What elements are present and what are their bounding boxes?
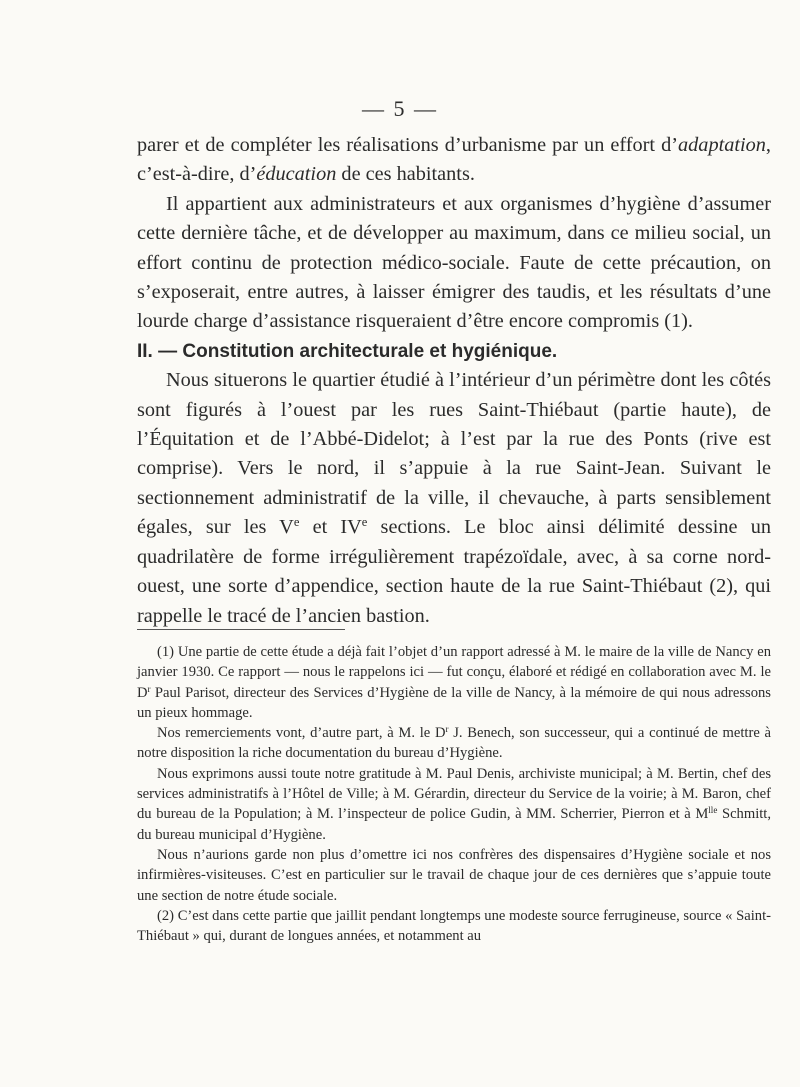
section-title: Constitution architecturale et hygiénique.	[182, 340, 558, 362]
text-fragment: Schmitt, du bureau municipal d’Hygiène.	[137, 806, 772, 843]
text-fragment: sections. Le bloc ainsi délimité dessine un quadrilatère de forme irrégulièrement trapézoïdale, avec, à sa corne nord-ouest, une sorte d’appendice, section haute de la rue Saint-Thiébaut (2), qui rappelle le tracé de l’ancien bastion.	[137, 516, 771, 627]
footnote-2: (2) C’est dans cette partie que jaillit pendant longtemps une modeste source ferrugineuse, source « Saint-Thiébaut » qui, durant de longues années, et notamment au	[137, 907, 771, 945]
superscript: r	[445, 724, 449, 735]
text-fragment: , c’est-à-dire, d’	[137, 134, 771, 186]
text-fragment: d’	[661, 134, 679, 156]
footnote-1	[137, 642, 771, 723]
text-fragment: J. Benech, son successeur, qui a continué de mettre à notre disposition la riche documentation du bureau d’Hygiène.	[137, 725, 771, 762]
superscript: lle	[708, 805, 718, 816]
italic-term-education: éducation	[256, 163, 337, 186]
section-heading	[137, 337, 771, 366]
text-fragment: Nos remerciements vont, d’autre part, à M. le D	[157, 725, 446, 742]
page-number: — 5 —	[362, 96, 438, 121]
main-text	[137, 131, 771, 631]
footnotes	[137, 642, 771, 946]
text-fragment: et IV	[299, 516, 362, 539]
footnote-1-gratitude	[137, 764, 771, 845]
footnote-separator	[137, 629, 345, 630]
text-fragment: Paul Parisot, directeur des Services d’Hygiène de la ville de Nancy, à la mémoire de qui nous adressons un pieux hommage.	[137, 684, 771, 721]
paragraph-hygiene: Il appartient aux administrateurs et aux organismes d’hygiène d’assumer cette dernière tâche, et de développer au maximum, dans ce milieu social, un effort continu de protection médico-sociale. Faute de cette précaution, on s’exposerait, entre autres, à laisser émigrer des taudis, et les résultats d’une lourde charge d’assistance risqueraient d’être encore compromis (1).	[137, 192, 771, 333]
footnote-1-thanks	[137, 723, 771, 764]
text-fragment: de ces habitants.	[336, 163, 475, 186]
paragraph-continuation	[137, 131, 771, 190]
italic-term-adaptation: adaptation	[678, 134, 766, 156]
text-fragment: Nous exprimons aussi toute notre gratitude à M. Paul Denis, archiviste municipal; à M. Bertin, chef des services administratifs à l’Hôtel de Ville; à M. Gérardin, directeur du Service de la voirie; à M. Baron, chef du bureau de la Population; à M. l’inspecteur de police Gudin, à MM. Scherrier, Pierron et à M	[137, 765, 771, 823]
superscript: e	[293, 515, 300, 530]
text-fragment: (1) Une partie de cette étude a déjà fait l’objet d’un rapport adressé à M. le maire de la ville de Nancy en janvier 1930. Ce rapport — nous le rappelons ici — fut conçu, élaboré et rédigé en collaboration avec M. le D	[137, 644, 771, 701]
section-number: II.	[137, 340, 153, 362]
heading-dash: —	[152, 340, 183, 362]
footnote-1-dispensaries: Nous n’aurions garde non plus d’omettre ici nos confrères des dispensaires d’Hygiène sociale et nos infirmières-visiteuses. C’est en particulier sur le travail de chaque jour de ces dernières que s’appuie toute une section de notre étude sociale.	[137, 846, 771, 904]
paragraph-perimeter	[137, 366, 771, 631]
text-line: parer et de compléter les réalisations d’urbanisme par un effort	[137, 134, 656, 156]
superscript: e	[361, 515, 368, 530]
text-fragment: Nous situerons le quartier étudié à l’intérieur d’un périmètre dont les côtés sont figurés à l’ouest par les rues Saint-Thiébaut (partie haute), de l’Équitation et de l’Abbé-Didelot; à l’est par la rue des Ponts (rive est comprise). Vers le nord, il s’appuie à la rue Saint-Jean. Suivant le sectionnement administratif de la ville, il chevauche, à parts sensiblement égales, sur les V	[137, 369, 771, 539]
superscript: r	[147, 683, 151, 694]
